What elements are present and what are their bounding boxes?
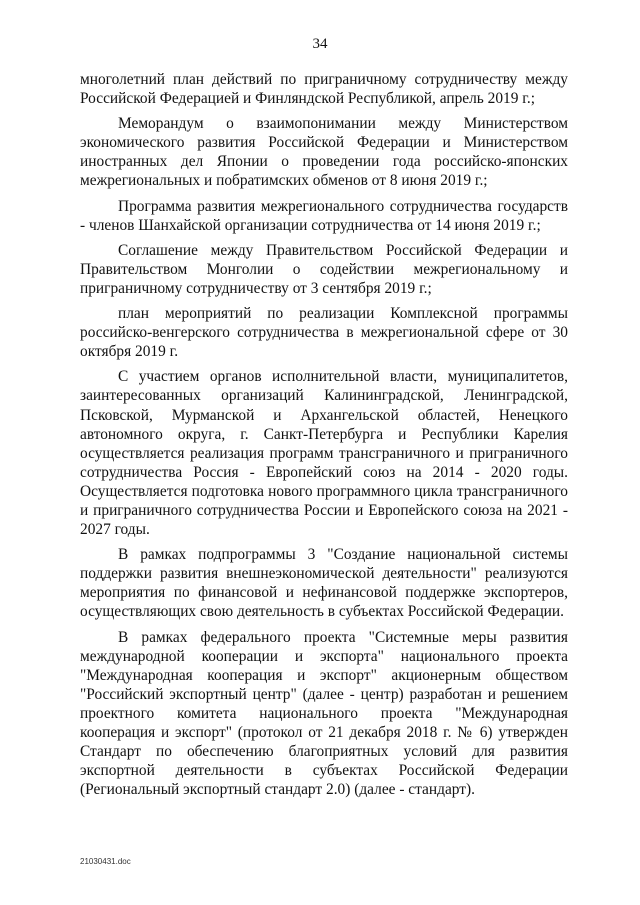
document-body: [80, 70, 568, 805]
page-number: 34: [312, 36, 328, 52]
document-file-code: 21030431.doc: [80, 857, 131, 866]
paragraph-7: В рамках подпрограммы 3 "Создание национальной системы поддержки развития внешнеэкономической деятельности" реализуются мероприятия по финансовой и нефинансовой поддержке экспортеров, осуществляющих свою деятельность в субъектах Российской Федерации.: [80, 546, 568, 621]
paragraph-2: Меморандум о взаимопонимании между Министерством экономического развития Российской Федерации и Министерством иностранных дел Японии о проведении года российско-японских межрегиональных и побратимских обменов от 8 июня 2019 г.;: [80, 115, 568, 190]
paragraph-1: многолетний план действий по приграничному сотрудничеству между Российской Федерацией и Финляндской Республикой, апрель 2019 г.;: [80, 71, 568, 108]
paragraph-6: С участием органов исполнительной власти, муниципалитетов, заинтересованных организаций Калининградской, Ленинградской, Псковской, Мурманской и Архангельской областей, Ненецкого автономного округа, г. Санкт-Петербурга и Республики Карелия осуществляется реализация программ трансграничного и приграничного сотрудничества Россия - Европейский союз на 2014 - 2020 годы. Осуществляется подготовка нового программного цикла трансграничного и приграничного сотрудничества России и Европейского союза на 2021 - 2027 годы.: [80, 368, 568, 539]
paragraph-8: В рамках федерального проекта "Системные меры развития международной кооперации и экспорта" национального проекта "Международная кооперация и экспорт" акционерным обществом "Российский экспортный центр" (далее - центр) разработан и решением проектного комитета национального проекта "Международная кооперация и экспорт" (протокол от 21 декабря 2018 г. № 6) утвержден Стандарт по обеспечению благоприятных условий для развития экспортной деятельности в субъектах Российской Федерации (Региональный экспортный стандарт 2.0) (далее - стандарт).: [80, 628, 568, 799]
paragraph-5: план мероприятий по реализации Комплексной программы российско-венгерского сотрудничества в межрегиональной сфере от 30 октября 2019 г.: [80, 305, 568, 361]
paragraph-3: Программа развития межрегионального сотрудничества государств - членов Шанхайской организации сотрудничества от 14 июня 2019 г.;: [80, 197, 568, 234]
paragraph-4: Соглашение между Правительством Российской Федерации и Правительством Монголии о содействии межрегиональному и приграничному сотрудничеству от 3 сентября 2019 г.;: [80, 241, 568, 297]
